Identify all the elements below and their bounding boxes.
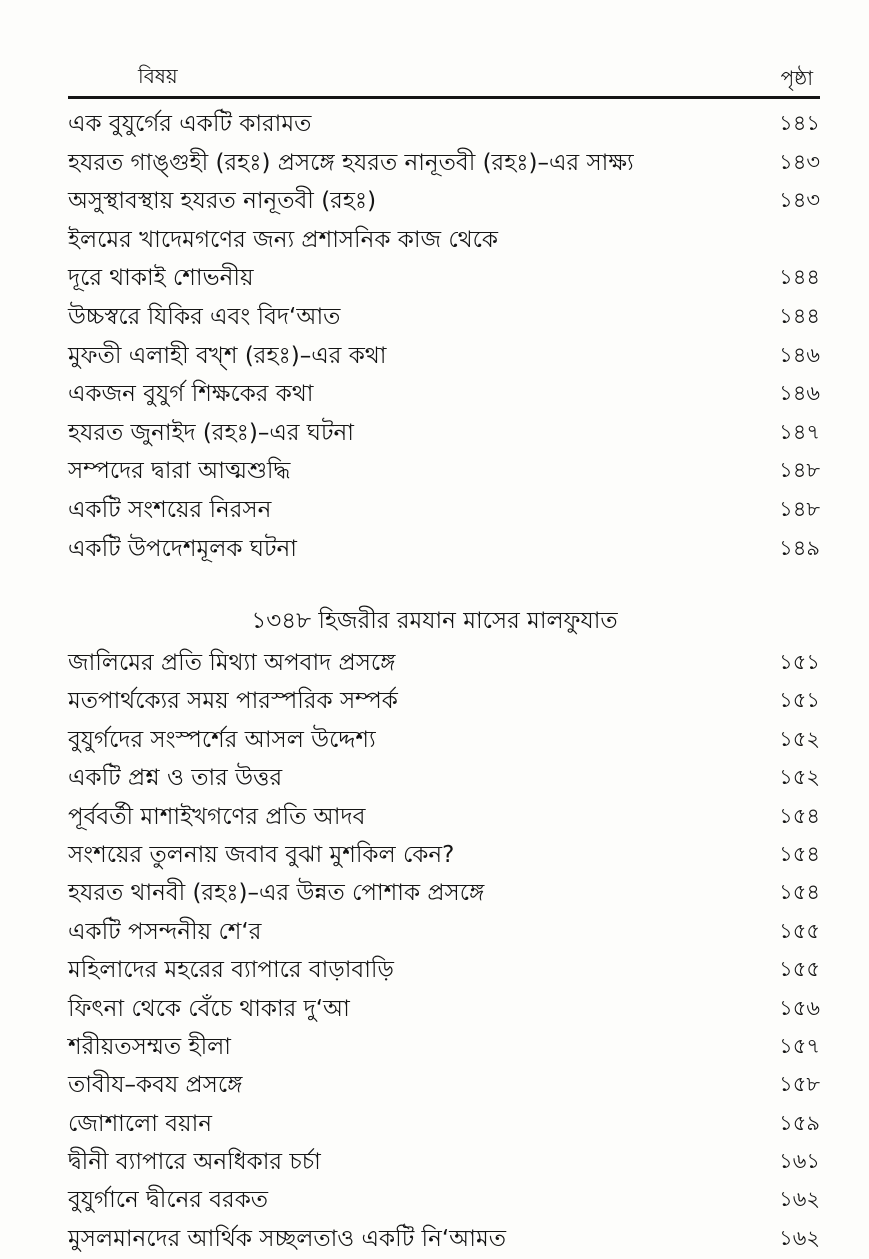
- header-page-label: পৃষ্ঠা: [780, 66, 813, 90]
- toc-entry-title: দূরে থাকাই শোভনীয়: [68, 265, 254, 292]
- header-subject-label: বিষয়: [138, 64, 178, 88]
- toc-entry-page: ১৪৪: [779, 265, 820, 290]
- toc-row: [68, 834, 820, 872]
- toc-row: [68, 1218, 820, 1256]
- toc-entry-page: ১৪৯: [779, 535, 820, 560]
- toc-entry-page: ১৫২: [779, 765, 820, 790]
- toc-entry-page: ১৪১: [779, 111, 820, 135]
- toc-row: [68, 680, 820, 718]
- toc-entry-title: জোশালো বয়ান: [68, 1110, 212, 1137]
- toc-row: [68, 796, 820, 834]
- toc-section-2: [68, 642, 820, 1256]
- toc-entry-page: ১৫৪: [779, 880, 820, 905]
- toc-entry-title: পূর্ববর্তী মাশাইখগণের প্রতি আদব: [68, 803, 366, 830]
- toc-entry-title: বুযুর্গানে দ্বীনের বরকত: [68, 1187, 269, 1214]
- toc-row: [68, 335, 820, 374]
- toc-entry-page: ১৫৬: [779, 995, 820, 1020]
- toc-row: [68, 911, 820, 949]
- toc-entry-title: একজন বুযুর্গ শিক্ষকের কথা: [68, 381, 314, 408]
- toc-entry-title: মুফতী এলাহী বখ্শ (রহঃ)–এর কথা: [68, 342, 387, 369]
- toc-entry-page: ১৫৪: [779, 841, 820, 866]
- toc-entry-title: হযরত থানবী (রহঃ)–এর উন্নত পোশাক প্রসঙ্গে: [68, 880, 485, 907]
- toc-row: [68, 1103, 820, 1141]
- toc-section-1: [68, 103, 820, 566]
- toc-entry-title: সংশয়ের তুলনায় জবাব বুঝা মুশকিল কেন?: [68, 841, 455, 868]
- toc-entry-title: মহিলাদের মহরের ব্যাপারে বাড়াবাড়ি: [68, 957, 394, 984]
- toc-row: [68, 103, 820, 142]
- toc-entry-title: হযরত জুনাইদ (রহঃ)–এর ঘটনা: [68, 419, 354, 446]
- toc-entry-page: ১৬২: [779, 1225, 820, 1250]
- toc-entry-page: ১৪৩: [779, 188, 820, 213]
- toc-row: [68, 1141, 820, 1179]
- toc-entry-title: বুযুর্গদের সংস্পর্শের আসল উদ্দেশ্য: [68, 726, 376, 753]
- toc-entry-page: ১৫১: [779, 688, 820, 713]
- toc-row: [68, 1064, 820, 1102]
- toc-row: [68, 642, 820, 680]
- toc-entry-page: ১৫৭: [779, 1033, 820, 1058]
- toc-entry-page: ১৫৫: [779, 918, 820, 943]
- toc-row: [68, 489, 820, 528]
- header-rule: [68, 96, 820, 99]
- toc-header: [0, 58, 869, 92]
- toc-row: [68, 528, 820, 567]
- toc-entry-page: ১৫১: [779, 650, 820, 674]
- toc-entry-page: ১৬২: [779, 1187, 820, 1212]
- toc-row: [68, 988, 820, 1026]
- toc-entry-title: শরীয়তসম্মত হীলা: [68, 1033, 231, 1060]
- toc-entry-title: মুসলমানদের আর্থিক সচ্ছলতাও একটি নি‘আমত: [68, 1225, 507, 1252]
- toc-row: [68, 1026, 820, 1064]
- toc-row: [68, 373, 820, 412]
- toc-entry-title: অসুস্থাবস্থায় হযরত নানূতবী (রহঃ): [68, 188, 377, 215]
- toc-entry-page: ১৬১: [779, 1149, 820, 1174]
- toc-entry-page: ১৫৮: [779, 1072, 820, 1097]
- toc-row: [68, 450, 820, 489]
- toc-row: [68, 1179, 820, 1217]
- toc-row: [68, 142, 820, 181]
- toc-entry-title: এক বুযুর্গের একটি কারামত: [68, 111, 312, 137]
- toc-entry-title: ফিৎনা থেকে বেঁচে থাকার দু‘আ: [68, 995, 350, 1022]
- toc-entry-title: হযরত গাঙ্গুহী (রহঃ) প্রসঙ্গে হযরত নানূতবী (রহঃ)–এর সাক্ষ্য: [68, 149, 634, 176]
- toc-entry-title: দ্বীনী ব্যাপারে অনধিকার চর্চা: [68, 1149, 321, 1176]
- toc-entry-title: সম্পদের দ্বারা আত্মশুদ্ধি: [68, 458, 291, 485]
- toc-row: [68, 872, 820, 910]
- toc-row: [68, 257, 820, 296]
- toc-row: [68, 296, 820, 335]
- toc-row: [68, 949, 820, 987]
- section-heading: ১৩৪৮ হিজরীর রমযান মাসের মালফুযাত: [251, 608, 618, 634]
- toc-entry-page: ১৫৪: [779, 803, 820, 828]
- toc-entry-page: ১৪৮: [779, 496, 820, 521]
- toc-entry-page: ১৫৯: [779, 1110, 820, 1135]
- toc-row: [68, 412, 820, 451]
- toc-entry-title: মতপার্থক্যের সময় পারস্পরিক সম্পর্ক: [68, 688, 398, 715]
- toc-entry-page: ১৪৩: [779, 149, 820, 174]
- toc-row: [68, 719, 820, 757]
- toc-entry-page: ১৪৬: [779, 381, 820, 406]
- toc-entry-title: উচ্চস্বরে যিকির এবং বিদ‘আত: [68, 303, 341, 330]
- toc-entry-page: ১৪৪: [779, 303, 820, 328]
- toc-entry-title: জালিমের প্রতি মিথ্যা অপবাদ প্রসঙ্গে: [68, 650, 396, 676]
- toc-row: [68, 757, 820, 795]
- toc-entry-page: ১৪৬: [779, 342, 820, 367]
- toc-entry-page: ১৫৫: [779, 957, 820, 982]
- toc-row: [68, 180, 820, 219]
- toc-entry-page: ১৪৮: [779, 458, 820, 483]
- toc-entry-page: ১৫২: [779, 726, 820, 751]
- toc-entry-title: একটি পসন্দনীয় শে‘র: [68, 918, 262, 945]
- toc-entry-title: একটি সংশয়ের নিরসন: [68, 496, 272, 523]
- toc-entry-title: ইলমের খাদেমগণের জন্য প্রশাসনিক কাজ থেকে: [68, 226, 498, 253]
- toc-row: [68, 219, 820, 258]
- toc-entry-title: একটি প্রশ্ন ও তার উত্তর: [68, 765, 283, 792]
- toc-entry-title: একটি উপদেশমূলক ঘটনা: [68, 535, 297, 562]
- toc-entry-title: তাবীয–কবয প্রসঙ্গে: [68, 1072, 243, 1099]
- toc-entry-page: ১৪৭: [779, 419, 820, 444]
